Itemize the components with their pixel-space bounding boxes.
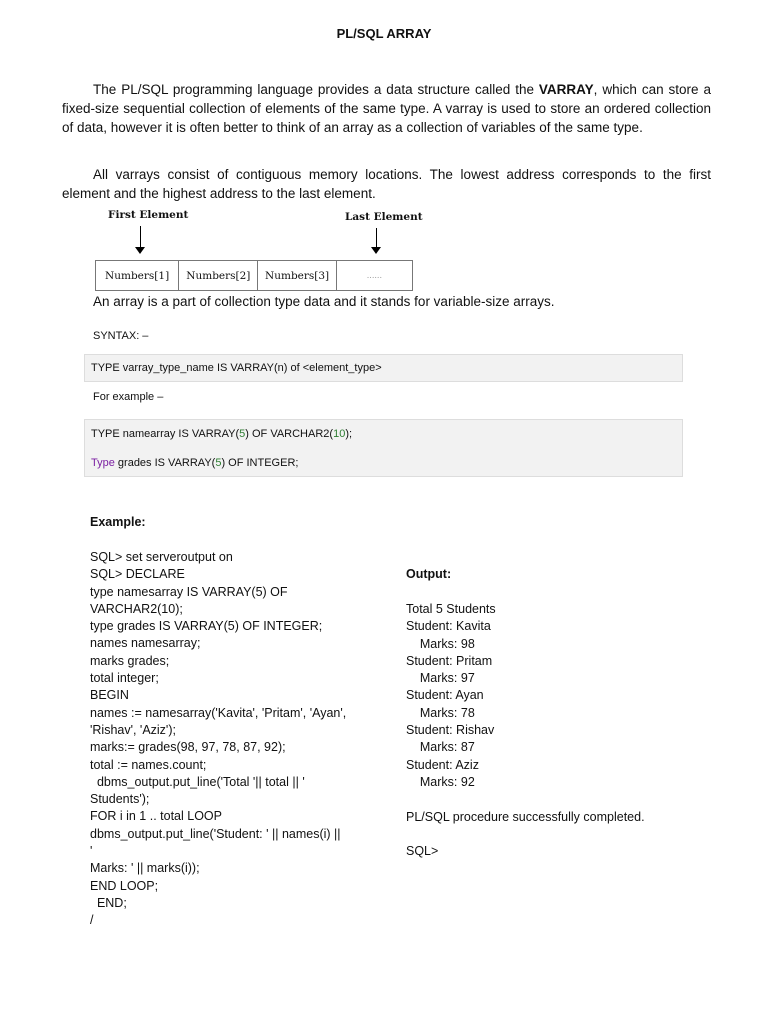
intro-paragraph-1 (62, 80, 711, 137)
array-cell-3: Numbers[3] (258, 261, 336, 290)
last-arrow-down-icon (371, 247, 381, 254)
array-cell-2: Numbers[2] (179, 261, 258, 290)
example-code-line-1: TYPE namearray IS VARRAY(5) OF VARCHAR2(10); (91, 428, 353, 440)
array-cell-1: Numbers[1] (96, 261, 179, 290)
last-element-label: Last Element (345, 211, 423, 223)
intro-text-2: All varrays consist of contiguous memory locations. The lowest address corresponds to the first element and the highest address to the last element. (62, 167, 711, 201)
first-element-label: First Element (108, 209, 189, 221)
output-listing: Total 5 Students Student: Kavita Marks: 98 Student: Pritam Marks: 97 Student: Ayan Marks: 78 Student: Rishav Marks: 87 Student: Aziz Marks: 92 PL/SQL procedure successfully completed. SQL> (406, 602, 645, 859)
output-heading: Output: (406, 567, 452, 581)
array-cells (95, 260, 413, 291)
example-heading: Example: (90, 515, 146, 529)
intro-paragraph-2 (62, 165, 711, 203)
syntax-label: SYNTAX: – (93, 330, 149, 342)
first-arrow-down-icon (135, 247, 145, 254)
example-intro: For example – (93, 391, 164, 403)
intro-text-post: , which can store a fixed-size sequential collection of elements of the same type. A varray is used to store an ordered collection of data, however it is often better to think of an array as a collection of variables of the same type. (62, 82, 711, 135)
intro-text-pre: The PL/SQL programming language provides a data structure called the (93, 82, 539, 97)
example-code-listing: SQL> set serveroutput on SQL> DECLARE type namesarray IS VARRAY(5) OF VARCHAR2(10); type grades IS VARRAY(5) OF INTEGER; names namesarray; marks grades; total integer; BEGIN names := namesarray('Kavita', 'Pritam', 'Ayan', 'Rishav', 'Aziz'); marks:= grades(98, 97, 78, 87, 92); total := names.count; dbms_output.put_line('Total '|| total || ' Students'); FOR i in 1 .. total LOOP dbms_output.put_line('Student: ' || names(i) || ' Marks: ' || marks(i)); END LOOP; END; / (90, 550, 347, 928)
example-code-box (84, 419, 683, 477)
syntax-code: TYPE varray_type_name IS VARRAY(n) of <element_type> (91, 362, 382, 374)
page-title: PL/SQL ARRAY (336, 26, 432, 41)
example-code-line-2: Type grades IS VARRAY(5) OF INTEGER; (91, 457, 299, 469)
varray-term: VARRAY (538, 82, 594, 97)
syntax-code-box (84, 354, 683, 382)
last-arrow-shaft (376, 228, 377, 248)
first-arrow-shaft (140, 226, 141, 248)
array-note: An array is a part of collection type data and it stands for variable-size arrays. (93, 294, 555, 309)
array-cell-last: ...... (366, 271, 382, 280)
